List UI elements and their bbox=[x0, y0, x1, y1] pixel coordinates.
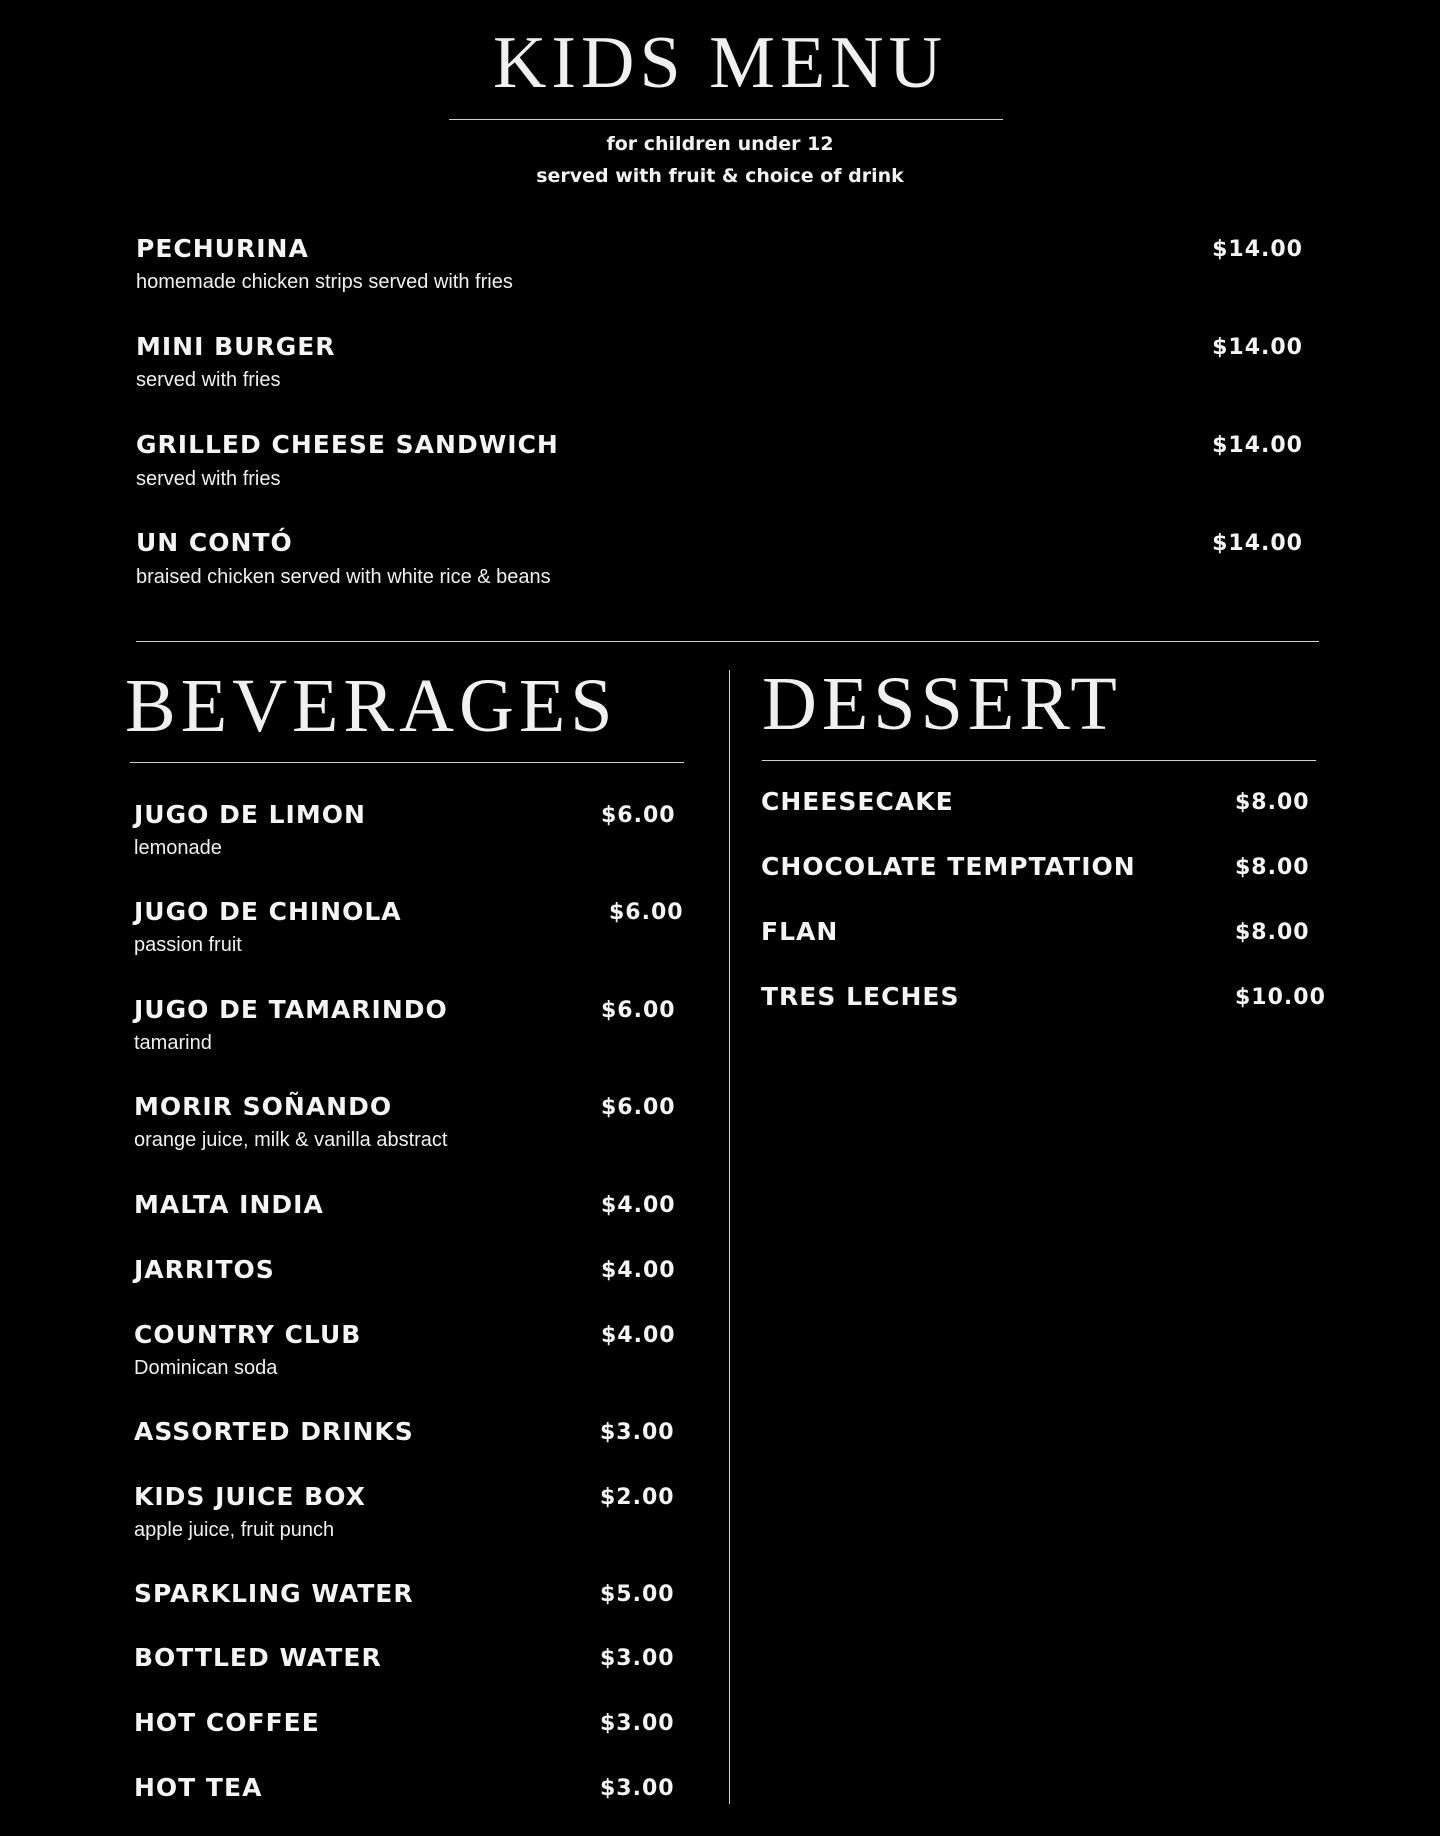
item-description: Dominican soda bbox=[134, 1357, 278, 1379]
item-name: HOT COFFEE bbox=[134, 1708, 320, 1737]
item-name: FLAN bbox=[761, 917, 839, 946]
item-description: orange juice, milk & vanilla abstract bbox=[134, 1129, 448, 1151]
item-name: GRILLED CHEESE SANDWICH bbox=[136, 430, 559, 459]
item-price: $6.00 bbox=[609, 900, 684, 925]
subtitle-includes: served with fruit & choice of drink bbox=[536, 165, 904, 187]
item-description: homemade chicken strips served with fries bbox=[136, 271, 513, 293]
item-description: passion fruit bbox=[134, 934, 242, 956]
item-price: $6.00 bbox=[601, 803, 676, 828]
item-name: COUNTRY CLUB bbox=[134, 1320, 362, 1349]
item-name: TRES LECHES bbox=[761, 982, 960, 1011]
item-description: served with fries bbox=[136, 468, 281, 490]
item-price: $14.00 bbox=[1212, 531, 1303, 556]
item-name: JUGO DE TAMARINDO bbox=[134, 995, 448, 1024]
title-divider bbox=[449, 119, 1003, 120]
item-price: $3.00 bbox=[600, 1420, 675, 1445]
item-name: BOTTLED WATER bbox=[134, 1643, 382, 1672]
beverages-divider bbox=[130, 762, 684, 763]
item-price: $6.00 bbox=[601, 998, 676, 1023]
item-price: $8.00 bbox=[1235, 790, 1310, 815]
subtitle-age: for children under 12 bbox=[606, 133, 834, 155]
item-price: $14.00 bbox=[1212, 335, 1303, 360]
item-name: MINI BURGER bbox=[136, 332, 336, 361]
item-name: MORIR SOÑANDO bbox=[134, 1092, 393, 1121]
item-price: $14.00 bbox=[1212, 433, 1303, 458]
item-name: PECHURINA bbox=[136, 234, 309, 263]
item-name: ASSORTED DRINKS bbox=[134, 1417, 414, 1446]
item-price: $4.00 bbox=[601, 1258, 676, 1283]
item-price: $3.00 bbox=[600, 1646, 675, 1671]
item-price: $14.00 bbox=[1212, 237, 1303, 262]
item-price: $6.00 bbox=[601, 1095, 676, 1120]
item-price: $5.00 bbox=[600, 1582, 675, 1607]
dessert-divider bbox=[762, 760, 1316, 761]
dessert-title: DESSERT bbox=[762, 662, 1122, 746]
item-price: $8.00 bbox=[1235, 920, 1310, 945]
item-description: served with fries bbox=[136, 369, 281, 391]
item-description: lemonade bbox=[134, 837, 222, 859]
item-name: KIDS JUICE BOX bbox=[134, 1482, 366, 1511]
item-name: HOT TEA bbox=[134, 1773, 263, 1802]
item-price: $4.00 bbox=[601, 1323, 676, 1348]
item-name: CHOCOLATE TEMPTATION bbox=[761, 852, 1136, 881]
item-description: braised chicken served with white rice & beans bbox=[136, 566, 551, 588]
item-description: apple juice, fruit punch bbox=[134, 1519, 335, 1541]
item-name: JARRITOS bbox=[134, 1255, 275, 1284]
section-divider bbox=[136, 641, 1319, 642]
item-price: $8.00 bbox=[1235, 855, 1310, 880]
item-name: SPARKLING WATER bbox=[134, 1579, 414, 1608]
column-divider bbox=[729, 670, 730, 1804]
item-price: $3.00 bbox=[600, 1711, 675, 1736]
item-name: CHEESECAKE bbox=[761, 787, 954, 816]
item-name: MALTA INDIA bbox=[134, 1190, 324, 1219]
item-price: $4.00 bbox=[601, 1193, 676, 1218]
item-name: JUGO DE CHINOLA bbox=[134, 897, 402, 926]
item-name: UN CONTÓ bbox=[136, 528, 293, 557]
item-name: JUGO DE LIMON bbox=[134, 800, 366, 829]
item-description: tamarind bbox=[134, 1032, 212, 1054]
item-price: $3.00 bbox=[600, 1776, 675, 1801]
item-price: $10.00 bbox=[1235, 985, 1326, 1010]
item-price: $2.00 bbox=[600, 1485, 675, 1510]
page-title: KIDS MENU bbox=[492, 22, 948, 104]
beverages-title: BEVERAGES bbox=[125, 664, 618, 748]
